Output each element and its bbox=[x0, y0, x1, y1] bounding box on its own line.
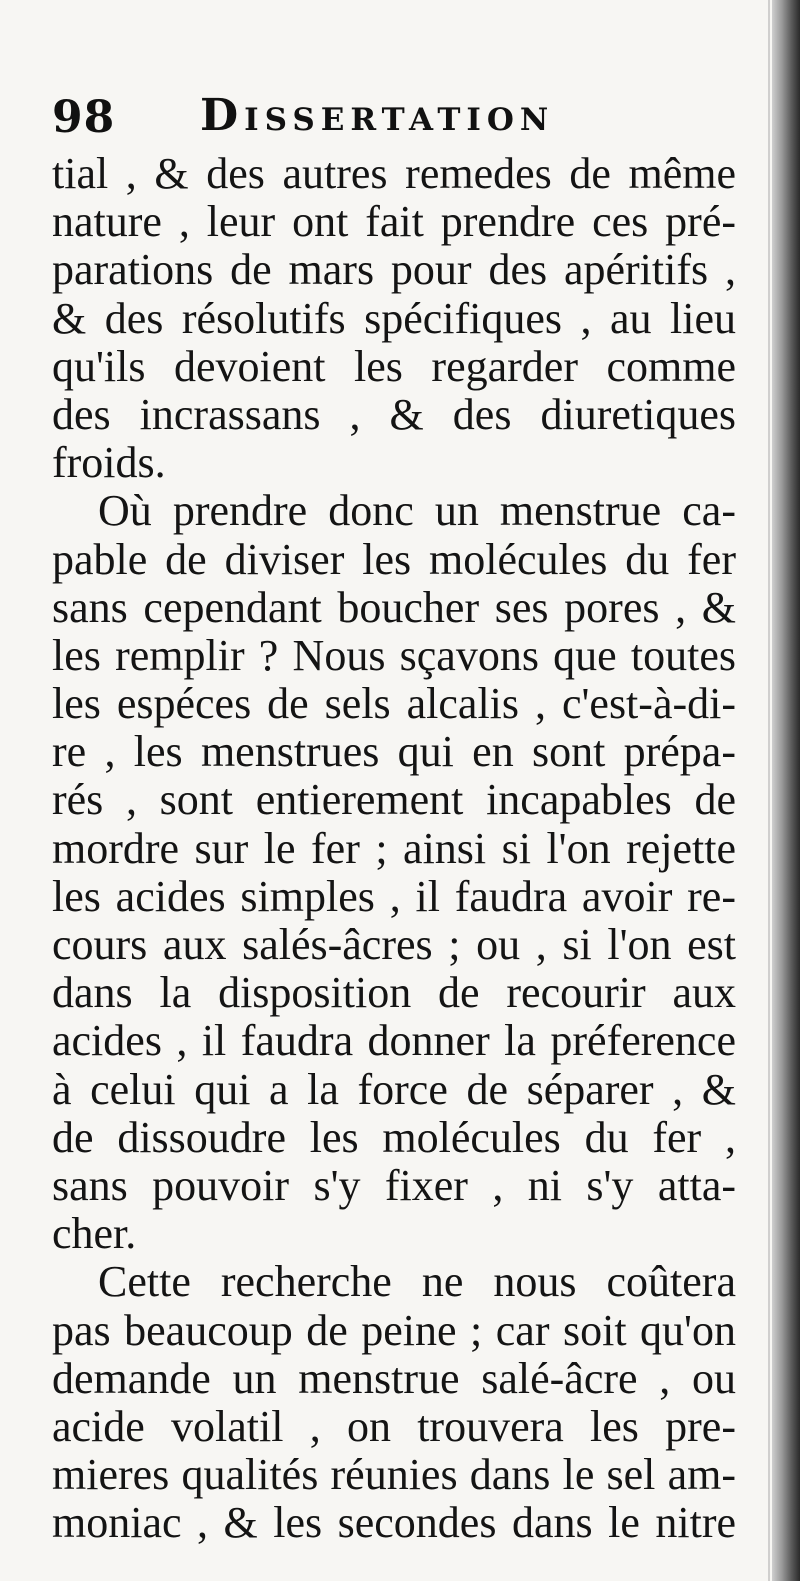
text-line: sans cependant boucher ses pores , & bbox=[52, 582, 736, 632]
page-number: 98 bbox=[52, 92, 116, 143]
text-line: acides , il faudra donner la préference bbox=[52, 1016, 736, 1066]
text-line: les espéces de sels alcalis , c'est-à-di- bbox=[52, 679, 736, 729]
text-line: pas beaucoup de peine ; car soit qu'on bbox=[52, 1305, 736, 1355]
text-line: pable de diviser les molécules du fer bbox=[52, 534, 736, 584]
text-line: dans la disposition de recourir aux bbox=[52, 968, 736, 1018]
text-line: & des résolutifs spécifiques , au lieu bbox=[52, 293, 736, 343]
text-line: acide volatil , on trouvera les pre- bbox=[52, 1401, 736, 1451]
paragraph-start-line: Où prendre donc un menstrue ca- bbox=[98, 486, 736, 536]
page-edge-shadow bbox=[768, 0, 770, 1581]
text-line: mordre sur le fer ; ainsi si l'on rejette bbox=[52, 823, 736, 873]
text-line: parations de mars pour des apéritifs , bbox=[52, 245, 736, 295]
body-text bbox=[52, 150, 736, 1547]
text-line: de dissoudre les molécules du fer , bbox=[52, 1112, 736, 1162]
book-binding-edge bbox=[772, 0, 800, 1581]
text-line: tial , & des autres remedes de même bbox=[52, 149, 736, 198]
text-line: les remplir ? Nous sçavons que toutes bbox=[52, 630, 736, 680]
text-line: qu'ils devoient les regarder comme bbox=[52, 341, 736, 391]
text-line: rés , sont entierement incapables de bbox=[52, 775, 736, 825]
page-header bbox=[52, 86, 742, 156]
paragraph-start-line: Cette recherche ne nous coûtera bbox=[98, 1257, 736, 1307]
paragraph-end-line: froids. bbox=[52, 438, 166, 488]
text-line: moniac , & les secondes dans le nitre bbox=[52, 1498, 736, 1548]
text-line: les acides simples , il faudra avoir re- bbox=[52, 871, 736, 921]
text-line: sans pouvoir s'y fixer , ni s'y atta- bbox=[52, 1160, 736, 1210]
text-line: cours aux salés-âcres ; ou , si l'on est bbox=[52, 920, 736, 969]
running-title: Dissertation bbox=[200, 90, 555, 141]
text-line: mieres qualités réunies dans le sel am- bbox=[52, 1450, 736, 1500]
paragraph-end-line: cher. bbox=[52, 1209, 137, 1259]
text-line: nature , leur ont fait prendre ces pré- bbox=[52, 197, 736, 247]
text-line: re , les menstrues qui en sont prépa- bbox=[52, 727, 736, 777]
text-line: à celui qui a la force de séparer , & bbox=[52, 1064, 736, 1114]
text-line: des incrassans , & des diuretiques bbox=[52, 389, 736, 439]
text-line: demande un menstrue salé-âcre , ou bbox=[52, 1353, 736, 1403]
